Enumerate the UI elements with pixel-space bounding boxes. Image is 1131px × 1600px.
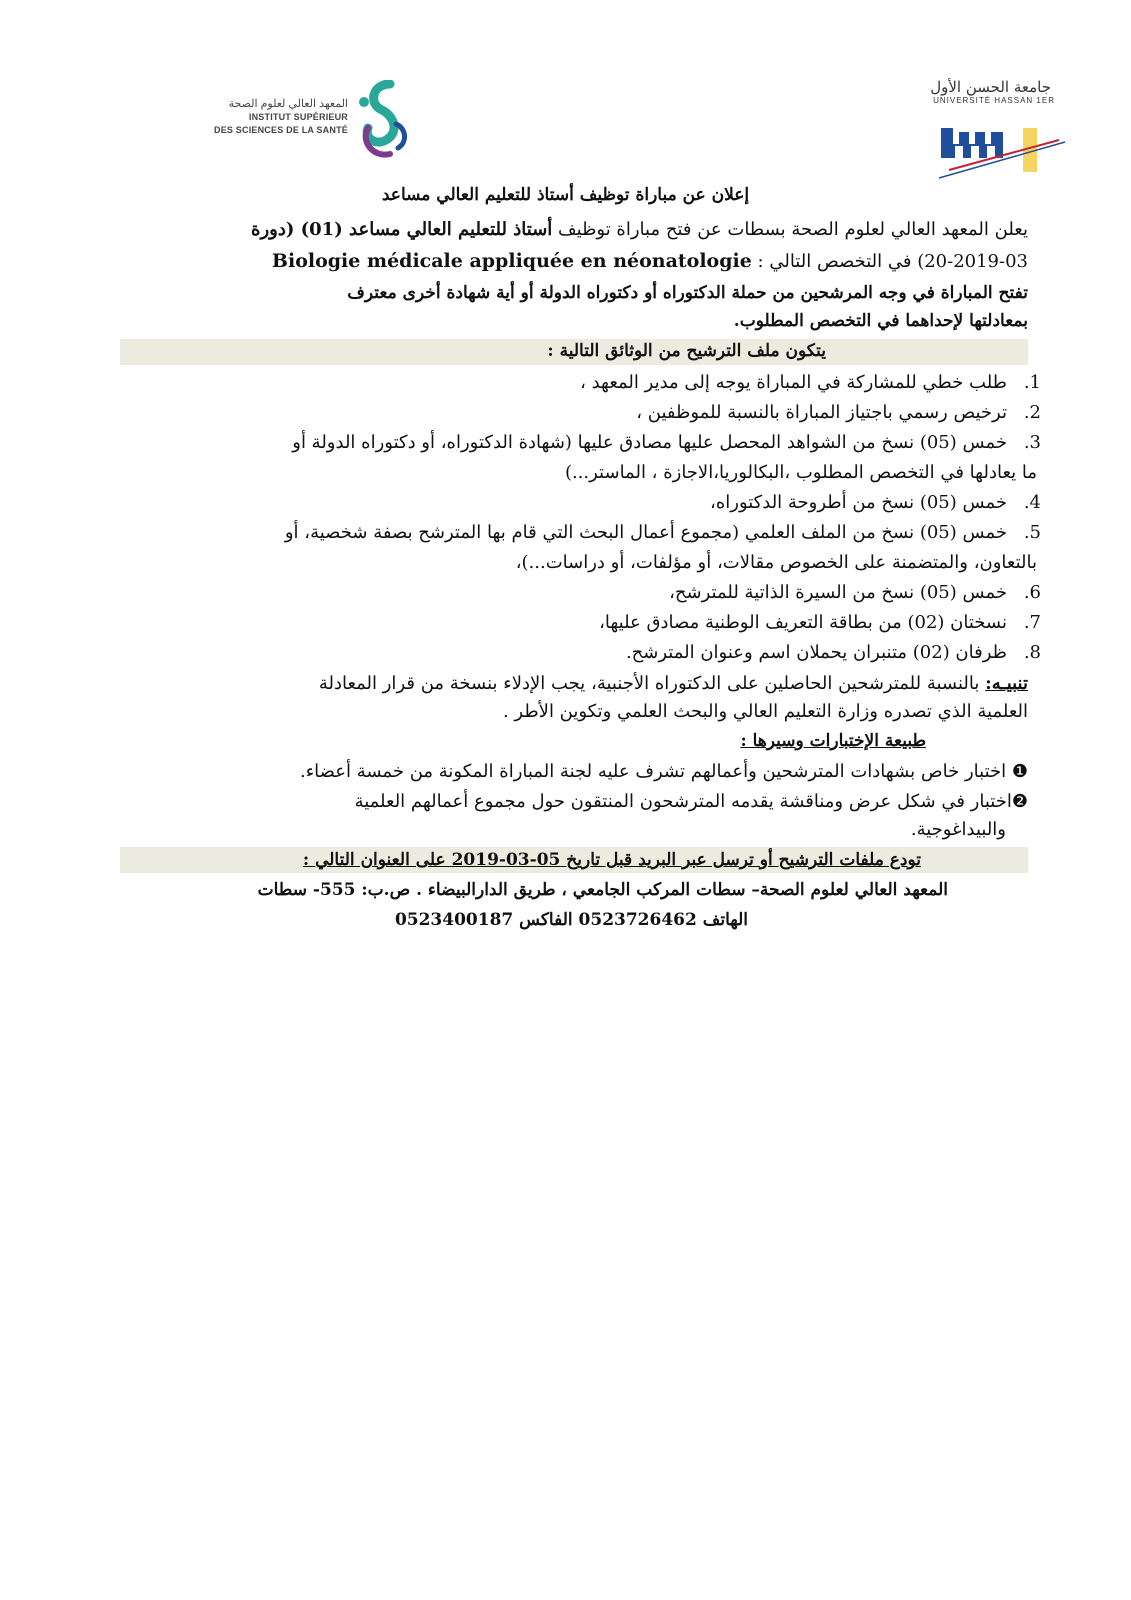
item-text: ظرفان (02) متنبران يحملان اسم وعنوان المترشح.	[625, 642, 1007, 663]
intro-l1a: يعلن المعهد العالي لعلوم الصحة بسطات عن فتح مباراة توظيف	[552, 219, 1028, 240]
item-number: 5.	[1023, 522, 1041, 543]
documents-header-text: يتكون ملف الترشيح من الوثائق التالية :	[547, 341, 826, 361]
announcement-title: إعلان عن مباراة توظيف أستاذ للتعليم العالي مساعد	[381, 185, 750, 205]
exam-1-bullet-icon: ❶	[1011, 761, 1028, 782]
list-item	[131, 400, 1041, 426]
intro-l1c: (01) (دورة	[251, 219, 350, 240]
exam-1-text: اختبار خاص بشهادات المترشحين وأعمالهم تشرف عليه لجنة المباراة المكونة من خمسة أعضاء.	[299, 761, 1007, 782]
notice-label: تنبيـه:	[985, 673, 1028, 694]
documents-header	[547, 340, 826, 363]
item-text: خمس (05) نسخ من الشواهد المحصل عليها مصادق عليها (شهادة الدكتوراه، أو دكتوراه الدولة أو	[292, 432, 1007, 453]
institute-emblem-icon	[350, 80, 420, 162]
institute-name-arabic: المعهد العالي لعلوم الصحة	[228, 98, 348, 110]
item-number: 1.	[1023, 372, 1041, 393]
item-number: 8.	[1023, 642, 1041, 663]
university-name-french: UNIVERSITÉ HASSAN 1ER	[933, 96, 1055, 105]
exam-2-bullet-icon: ❷	[1011, 791, 1028, 812]
intro-line-3: تفتح المباراة في وجه المرشحين من حملة الدكتوراه أو دكتوراه الدولة أو أية شهادة أخرى معترف	[347, 283, 1028, 303]
item-number: 3.	[1023, 432, 1041, 453]
list-item	[131, 490, 1041, 516]
exam-1	[300, 760, 1028, 783]
item-text: خمس (05) نسخ من أطروحة الدكتوراه،	[710, 492, 1007, 513]
item-text: نسختان (02) من بطاقة التعريف الوطنية مصادق عليها،	[599, 612, 1007, 633]
intro-line-1	[251, 218, 1028, 241]
list-item	[131, 370, 1041, 396]
list-item	[131, 520, 1041, 546]
item-text-continued: بالتعاون، والمتضمنة على الخصوص مقالات، أو مؤلفات، أو دراسات...)،	[515, 552, 1037, 573]
intro-l2a: 20-2019-03) في التخصص التالي :	[751, 251, 1028, 272]
notice-line-2: العلمية الذي تصدره وزارة التعليم العالي والبحث العلمي وتكوين الأطر .	[502, 701, 1028, 722]
item-number: 6.	[1023, 582, 1041, 603]
exam-2-text: اختبار في شكل عرض ومناقشة يقدمه المترشحون المنتقون حول مجموع أعمالهم العلمية	[354, 791, 1012, 812]
list-item-continuation	[161, 550, 1071, 576]
notice-text-1: بالنسبة للمترشحين الحاصلين على الدكتوراه الأجنبية، يجب الإدلاء بنسخة من قرار المعادلة	[318, 673, 986, 694]
exam-2-continued: والبيداغوجية.	[910, 819, 1006, 840]
item-text: ترخيص رسمي باجتياز المباراة بالنسبة للموظفين ،	[636, 402, 1007, 423]
notice-line-1	[319, 672, 1028, 695]
address-line-1: المعهد العالي لعلوم الصحة– سطات المركب الجامعي ، طريق الدارالبيضاء . ص.ب: 555- سطات	[257, 880, 948, 900]
exams-header: طبيعة الإختبارات وسيرها :	[740, 731, 926, 751]
list-item	[131, 580, 1041, 606]
institute-name-french-1: INSTITUT SUPÉRIEUR	[248, 112, 348, 122]
item-number: 7.	[1023, 612, 1041, 633]
list-item	[131, 640, 1041, 666]
list-item	[131, 610, 1041, 636]
list-item-continuation	[161, 460, 1071, 486]
university-name-arabic: جامعة الحسن الأول	[930, 78, 1051, 96]
item-number: 4.	[1023, 492, 1041, 513]
institute-logo	[198, 80, 424, 162]
item-text-continued: ما يعادلها في التخصص المطلوب ،البكالوريا،الاجازة ، الماستر...)	[564, 462, 1037, 483]
intro-l1b: أستاذ للتعليم العالي مساعد	[349, 219, 553, 240]
university-logo	[919, 78, 1069, 183]
item-text: خمس (05) نسخ من الملف العلمي (مجموع أعمال البحث التي قام بها المترشح بصفة شخصية، أو	[284, 522, 1007, 543]
university-emblem-icon	[919, 78, 1069, 183]
item-number: 2.	[1023, 402, 1041, 423]
exam-2	[355, 790, 1028, 813]
intro-line-4: بمعادلتها لإحداهما في التخصص المطلوب.	[733, 311, 1028, 331]
intro-line-2	[272, 250, 1028, 273]
address-line-2: الهاتف 0523726462 الفاكس 0523400187	[394, 910, 748, 930]
item-text: طلب خطي للمشاركة في المباراة يوجه إلى مدير المعهد ،	[580, 372, 1007, 393]
list-item	[131, 430, 1041, 456]
item-text: خمس (05) نسخ من السيرة الذاتية للمترشح،	[669, 582, 1007, 603]
institute-name-french-2: DES SCIENCES DE LA SANTÉ	[214, 125, 348, 135]
speciality: Biologie médicale appliquée en néonatologie	[271, 250, 752, 272]
deadline-text: تودع ملفات الترشيح أو ترسل عبر البريد قبل تاريخ 05-03-2019 على العنوان التالي :	[302, 850, 921, 870]
